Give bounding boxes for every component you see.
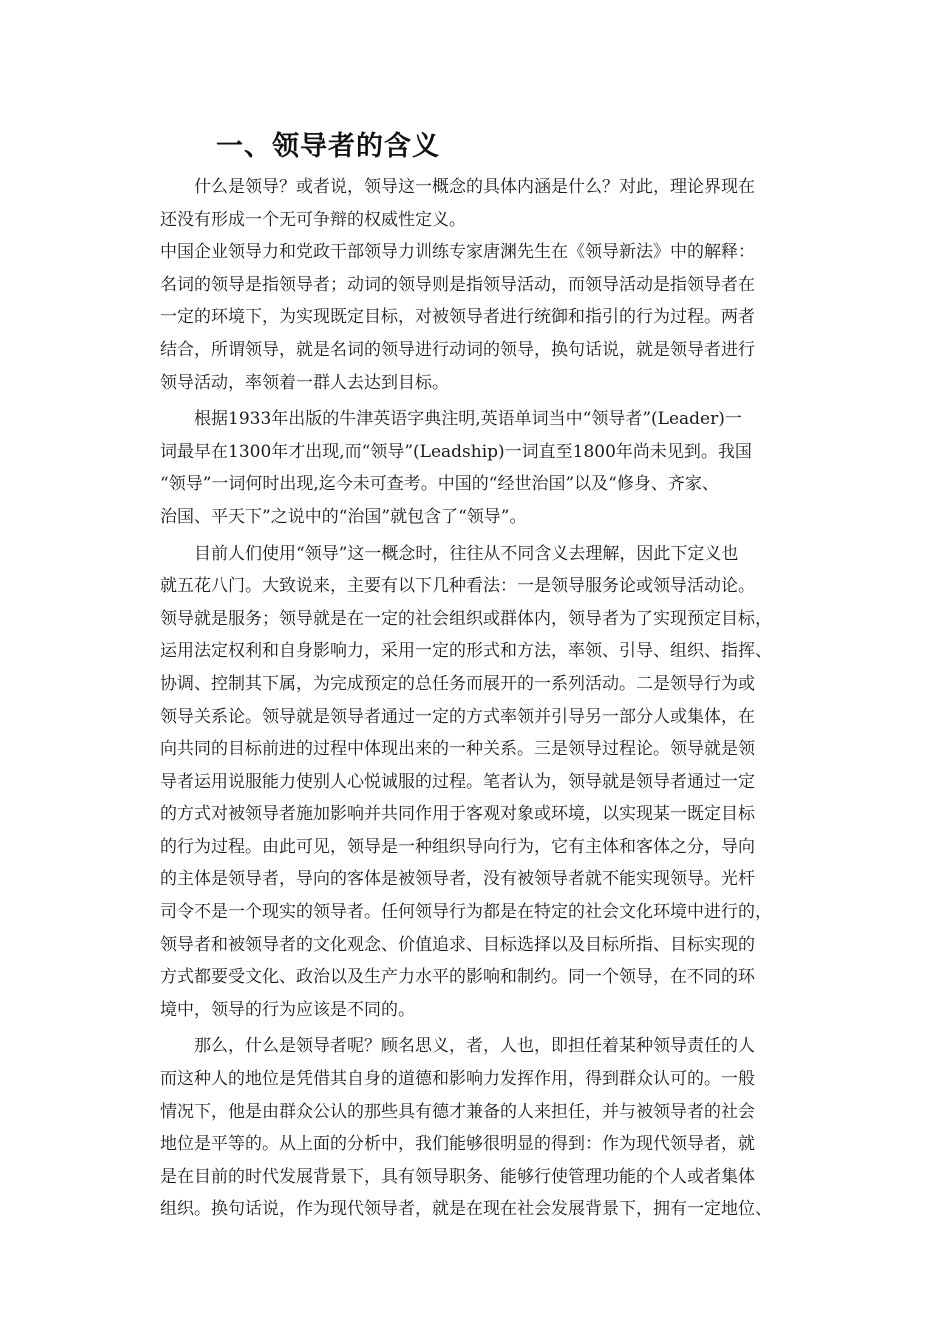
text-line: 目前人们使用“领导”这一概念时，往往从不同含义去理解，因此下定义也 bbox=[160, 543, 739, 564]
text-line: 中国企业领导力和党政干部领导力训练专家唐渊先生在《领导新法》中的解释： bbox=[160, 242, 755, 263]
text-line: 词最早在1300年才出现,而“领导”(Leadship)一词直至1800年尚未见到。我国 bbox=[160, 441, 752, 462]
text-line: 领导者和被领导者的文化观念、价值追求、目标选择以及目标所指、目标实现的 bbox=[160, 934, 755, 955]
text-line: 境中，领导的行为应该是不同的。 bbox=[160, 999, 415, 1020]
text-line: 就五花八门。大致说来，主要有以下几种看法：一是领导服务论或领导活动论。 bbox=[160, 576, 755, 597]
text-line: 一定的环境下，为实现既定目标，对被领导者进行统御和指引的行为过程。两者 bbox=[160, 307, 755, 328]
text-line: 根据1933年出版的牛津英语字典注明,英语单词当中“领导者”(Leader)一 bbox=[160, 409, 742, 430]
body-text bbox=[160, 171, 848, 1226]
text-line: 情况下，他是由群众公认的那些具有德才兼备的人来担任，并与被领导者的社会 bbox=[160, 1101, 755, 1122]
paragraph-3 bbox=[160, 403, 848, 533]
text-line: 领导关系论。领导就是领导者通过一定的方式率领并引导另一部分人或集体，在 bbox=[160, 706, 755, 727]
text-line: 的主体是领导者，导向的客体是被领导者，没有被领导者就不能实现领导。光杆 bbox=[160, 869, 755, 890]
text-line: 方式都要受文化、政治以及生产力水平的影响和制约。同一个领导，在不同的环 bbox=[160, 967, 755, 988]
text-line: 组织。换句话说，作为现代领导者，就是在现在社会发展背景下，拥有一定地位、 bbox=[160, 1199, 772, 1220]
text-line: 名词的领导是指领导者；动词的领导则是指领导活动，而领导活动是指领导者在 bbox=[160, 274, 755, 295]
text-line: 那么，什么是领导者呢？顾名思义，者，人也，即担任着某种领导责任的人 bbox=[160, 1036, 755, 1057]
text-line: 司令不是一个现实的领导者。任何领导行为都是在特定的社会文化环境中进行的， bbox=[160, 902, 772, 923]
text-line: 什么是领导？或者说，领导这一概念的具体内涵是什么？对此，理论界现在 bbox=[160, 177, 755, 197]
paragraph-2 bbox=[160, 236, 848, 399]
text-line: 结合，所谓领导，就是名词的领导进行动词的领导，换句话说，就是领导者进行 bbox=[160, 339, 755, 360]
text-line: 的行为过程。由此可见，领导是一种组织导向行为，它有主体和客体之分，导向 bbox=[160, 836, 755, 857]
text-line: 地位是平等的。从上面的分析中，我们能够很明显的得到：作为现代领导者，就 bbox=[160, 1134, 755, 1155]
text-line: 协调、控制其下属，为完成预定的总任务而展开的一系列活动。二是领导行为或 bbox=[160, 673, 755, 694]
paragraph-1 bbox=[160, 171, 848, 236]
text-line: 是在目前的时代发展背景下，具有领导职务、能够行使管理功能的个人或者集体 bbox=[160, 1166, 755, 1187]
text-line: 运用法定权利和自身影响力，采用一定的形式和方法，率领、引导、组织、指挥、 bbox=[160, 641, 772, 662]
paragraph-4 bbox=[160, 538, 848, 1027]
text-line: 治国、平天下”之说中的“治国”就包含了“领导”。 bbox=[160, 506, 527, 527]
text-line: 领导就是服务；领导就是在一定的社会组织或群体内，领导者为了实现预定目标， bbox=[160, 608, 772, 629]
text-line: 的方式对被领导者施加影响并共同作用于客观对象或环境，以实现某一既定目标 bbox=[160, 804, 755, 825]
text-line: 导者运用说服能力使别人心悦诚服的过程。笔者认为，领导就是领导者通过一定 bbox=[160, 771, 755, 792]
text-line: 还没有形成一个无可争辩的权威性定义。 bbox=[160, 209, 466, 230]
text-line: 向共同的目标前进的过程中体现出来的一种关系。三是领导过程论。领导就是领 bbox=[160, 739, 755, 760]
text-line: 领导活动，率领着一群人去达到目标。 bbox=[160, 372, 449, 393]
section-heading: 一、领导者的含义 bbox=[216, 131, 440, 162]
paragraph-5 bbox=[160, 1030, 848, 1226]
text-line: 而这种人的地位是凭借其自身的道德和影响力发挥作用，得到群众认可的。一般 bbox=[160, 1069, 755, 1090]
text-line: “领导”一词何时出现,迄今未可查考。中国的“经世治国”以及“修身、齐家、 bbox=[160, 474, 719, 495]
